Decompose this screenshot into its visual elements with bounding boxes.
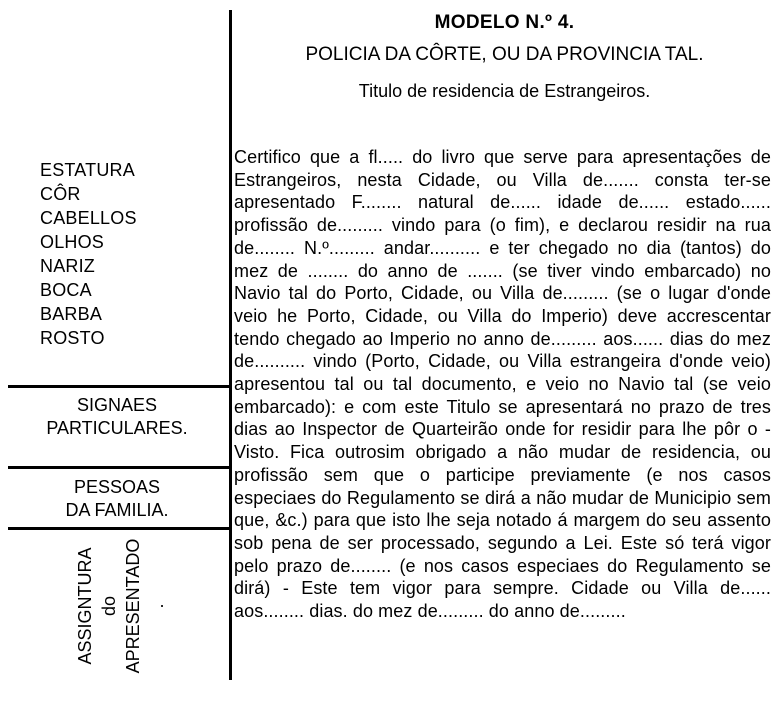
signature-caption-rotated: [73, 531, 169, 681]
descriptor-label-nariz: NARIZ: [40, 256, 95, 276]
descriptor-label-olhos: OLHOS: [40, 232, 105, 252]
section-pessoas-da-familia: [4, 476, 230, 522]
certificate-body-text: Certifico que a fl..... do livro que serve para apresentações de Estrangeiros, nesta Cidade, ou Villa de....... consta ter-se apresentado F........ natural de...... idade de...... estado...... profissão de......... vindo para (o fim), e declarou residir na rua de........ N.º......... andar.......... e ter chegado no dia (tantos) do mez de ........ do anno de ....... (se tiver vindo embarcado) no Navio tal do Porto, Cidade, ou Villa de......... (se o lugar d'onde veio he Porto, Cidade, ou Villa do Imperio) deve accrescentar tendo chegado ao Imperio no anno de......... aos...... dias do mez de.......... vindo (Porto, Cidade, ou Villa estrangeira d'onde veio) apresentou tal ou tal documento, e veio no Navio tal (se veio embarcado): e com este Titulo se apresentará no prazo de tres dias ao Inspector de Quarteirão onde for residir para lhe pôr o - Visto. Fica outrosim obrigado a não mudar de residencia, ou profissão sem que o participe previamente (e nos casos especiaes do Regulamento se dirá a não mudar de Municipio sem que, &c.) para que isto lhe seja notado á margem do seu assento sob pena de ser processado, segundo a Lei. Este só terá vigor pelo prazo de........ (e nos casos especiaes do Regulamento se dirá) - Este tem vigor para sempre. Cidade ou Villa de...... aos........ dias. do mez de......... do anno de.........: [234, 147, 771, 622]
section-rule-middle: [8, 466, 230, 469]
section-rule-bottom: [8, 527, 230, 530]
section-signaes-particulares: [4, 394, 230, 440]
pessoas-line1: PESSOAS: [73, 477, 161, 497]
column-divider-line: [229, 10, 232, 680]
signature-line2: do: [99, 595, 119, 617]
signature-line1: ASSIGNTURA: [75, 547, 95, 665]
descriptor-label-cabellos: CABELLOS: [40, 208, 137, 228]
model-number-title: MODELO N.º 4.: [434, 12, 575, 33]
authority-title: POLICIA DA CÔRTE, OU DA PROVINCIA TAL.: [305, 44, 704, 65]
descriptor-label-cor: CÔR: [40, 184, 81, 204]
section-rule-top: [8, 385, 230, 388]
signaes-line2: PARTICULARES.: [46, 418, 188, 438]
descriptor-label-rosto: ROSTO: [40, 328, 105, 348]
descriptor-label-list: [40, 158, 137, 350]
signature-line3: APRESENTADO: [123, 538, 143, 674]
pessoas-line2: DA FAMILIA.: [65, 500, 169, 520]
descriptor-label-estatura: ESTATURA: [40, 160, 135, 180]
document-subtitle: Titulo de residencia de Estrangeiros.: [358, 81, 651, 101]
signature-line4: .: [147, 603, 167, 609]
descriptor-label-boca: BOCA: [40, 280, 92, 300]
descriptor-label-barba: BARBA: [40, 304, 103, 324]
signaes-line1: SIGNAES: [76, 395, 158, 415]
